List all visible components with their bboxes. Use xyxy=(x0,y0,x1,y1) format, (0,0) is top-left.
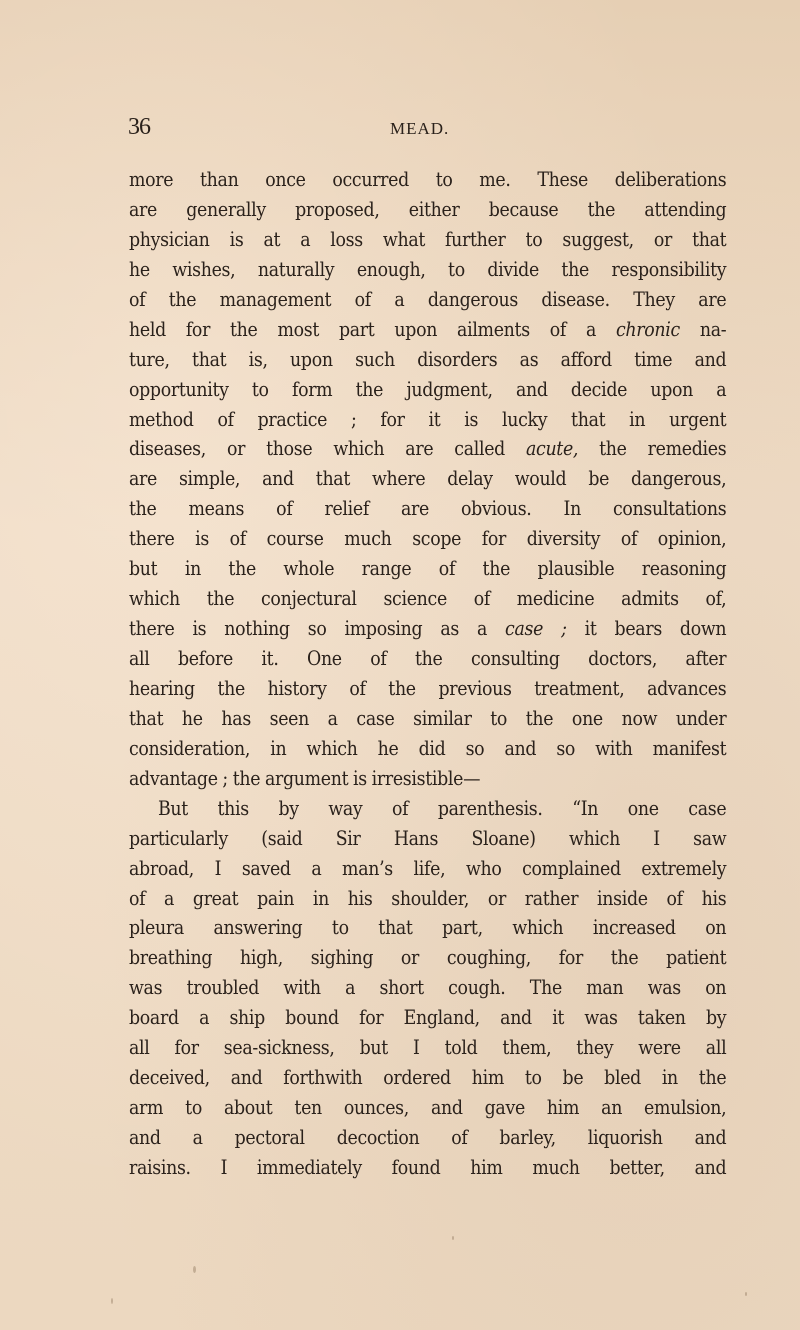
paper-speck xyxy=(745,1292,747,1296)
text-line: ture, that is, upon such disorders as afford time and xyxy=(129,347,727,371)
text-line: he wishes, naturally enough, to divide the responsibility xyxy=(129,257,727,281)
text-line: opportunity to form the judgment, and decide upon a xyxy=(129,377,727,401)
paper-speck xyxy=(712,950,714,955)
italic-term: case ; xyxy=(505,617,567,641)
text-line: arm to about ten ounces, and gave him an emulsion, xyxy=(129,1096,727,1120)
text-segment: na- xyxy=(679,317,727,341)
text-line xyxy=(129,315,726,345)
text-line: advantage ; the argument is irresistible— xyxy=(129,766,481,790)
italic-term: acute, xyxy=(525,437,579,461)
text-line: but in the whole range of the plausible reasoning xyxy=(129,557,727,581)
text-line: all before it. One of the consulting doctors, after xyxy=(129,647,727,670)
text-line: consideration, in which he did so and so with manifest xyxy=(129,736,727,760)
text-line: there is of course much scope for diversity of opinion, xyxy=(129,527,727,551)
text-line xyxy=(129,614,726,644)
text-line: that he has seen a case similar to the one now under xyxy=(129,706,727,730)
paper-speck xyxy=(193,1266,196,1273)
text-line: all for sea-sickness, but I told them, they were all xyxy=(129,1036,727,1060)
italic-term: chronic xyxy=(615,317,680,341)
text-line: raisins. I immediately found him much better, and xyxy=(129,1155,727,1179)
running-title: MEAD. xyxy=(390,119,450,138)
text-segment: there is nothing so imposing as a xyxy=(129,617,506,641)
text-line: are simple, and that where delay would be dangerous, xyxy=(129,467,727,491)
text-line: which the conjectural science of medicine admits of, xyxy=(129,587,727,611)
running-head xyxy=(128,112,726,144)
text-line: are generally proposed, either because the attending xyxy=(129,197,727,221)
text-segment: held for the most part upon ailments of a xyxy=(129,317,616,341)
text-line: abroad, I saved a man’s life, who complained extremely xyxy=(129,856,727,880)
text-line: pleura answering to that part, which increased on xyxy=(129,916,727,940)
text-line: hearing the history of the previous treatment, advances xyxy=(129,676,727,700)
text-line: board a ship bound for England, and it was taken by xyxy=(129,1006,727,1030)
text-line: more than once occurred to me. These deliberations xyxy=(129,168,727,191)
text-line: was troubled with a short cough. The man was on xyxy=(129,976,727,1000)
text-line: and a pectoral decoction of barley, liquorish and xyxy=(129,1126,727,1149)
text-line: particularly (said Sir Hans Sloane) which I saw xyxy=(129,826,727,850)
text-line: method of practice ; for it is lucky that in urgent xyxy=(129,407,727,431)
text-line: But this by way of parenthesis. “In one case xyxy=(157,796,727,820)
text-segment: the remedies xyxy=(578,437,727,461)
text-segment: it bears down xyxy=(566,617,727,641)
text-line: breathing high, sighing or coughing, for the patient xyxy=(129,946,727,970)
paper-speck xyxy=(111,1298,113,1304)
text-line xyxy=(129,434,726,464)
text-line: deceived, and forthwith ordered him to be bled in the xyxy=(129,1066,727,1090)
page-number: 36 xyxy=(128,114,150,140)
body-text xyxy=(129,165,726,1183)
text-line: of the management of a dangerous disease. They are xyxy=(129,287,727,311)
paper-speck xyxy=(452,1236,454,1240)
text-segment: diseases, or those which are called xyxy=(129,437,526,461)
text-line: physician is at a loss what further to suggest, or that xyxy=(129,227,727,251)
text-line: of a great pain in his shoulder, or rather inside of his xyxy=(129,886,727,910)
text-line: the means of relief are obvious. In consultations xyxy=(129,497,727,521)
